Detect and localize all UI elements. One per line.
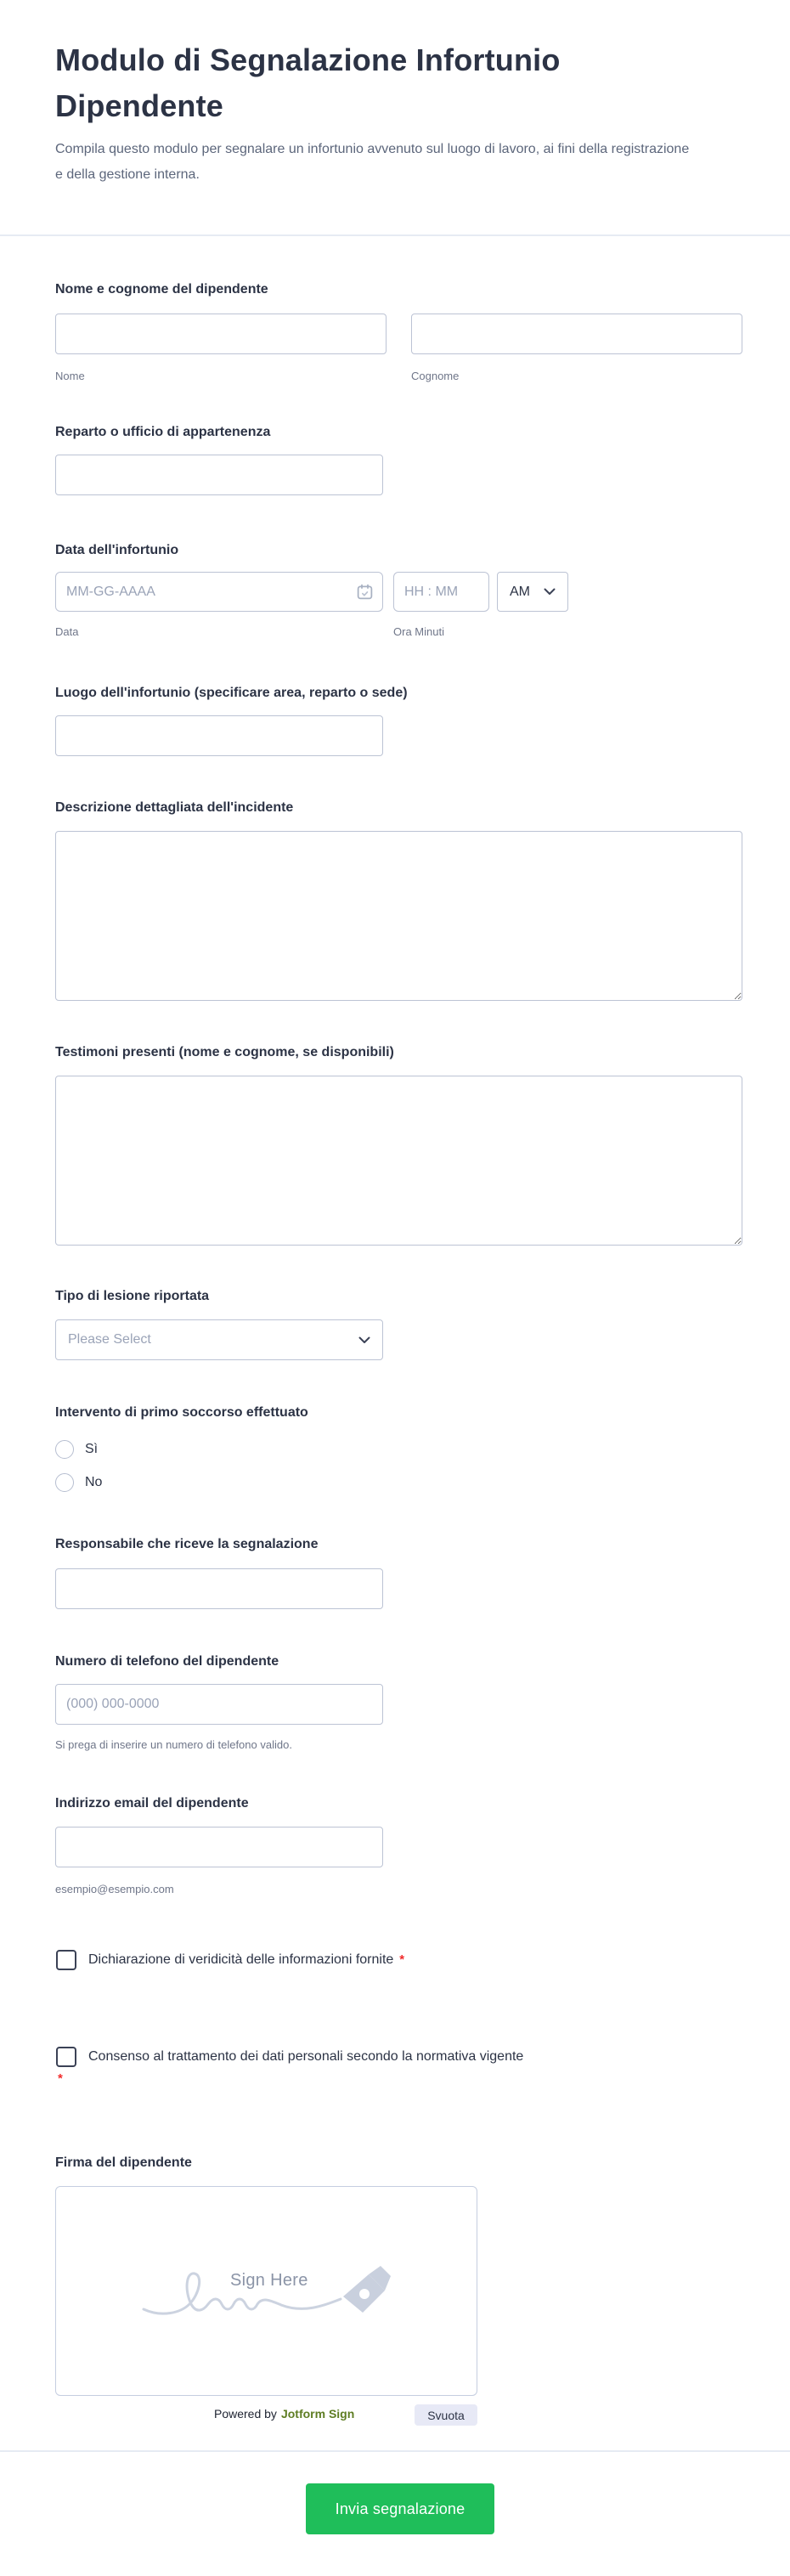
page-subtitle: Compila questo modulo per segnalare un infortunio avvenuto sul luogo di lavoro, ai fini della registrazione e della gestione interna. (55, 142, 690, 182)
last-name-sublabel: Cognome (411, 370, 460, 382)
required-asterisk: * (399, 1952, 405, 1967)
checkbox-icon[interactable] (56, 2047, 76, 2067)
truth-checkbox-label (88, 1950, 404, 1970)
injury-type-placeholder: Please Select (68, 1332, 151, 1347)
checkbox-icon[interactable] (56, 1950, 76, 1970)
date-input[interactable] (55, 572, 383, 612)
radio-label: No (85, 1475, 103, 1489)
injury-type-field-label: Tipo di lesione riportata (55, 1289, 210, 1303)
consent-checkbox-label: Consenso al trattamento dei dati personali secondo la normativa vigente (88, 2049, 524, 2064)
email-hint: esempio@esempio.com (55, 1883, 174, 1895)
jotform-sign-brand: Jotform Sign (280, 2407, 355, 2421)
first-name-sublabel: Nome (55, 370, 85, 382)
sign-here-text: Sign Here (230, 2271, 308, 2290)
header-divider (0, 234, 790, 236)
first-aid-field-label: Intervento di primo soccorso effettuato (55, 1405, 308, 1420)
name-field-label: Nome e cognome del dipendente (55, 282, 268, 297)
last-name-input[interactable] (411, 314, 742, 354)
time-sublabel: Ora Minuti (393, 625, 444, 638)
phone-input[interactable] (55, 1684, 383, 1725)
witnesses-field-label: Testimoni presenti (nome e cognome, se disponibili) (55, 1045, 394, 1059)
phone-hint: Si prega di inserire un numero di telefono valido. (55, 1738, 292, 1751)
truth-checkbox-row[interactable] (56, 1950, 736, 1970)
consent-checkbox-row[interactable] (56, 2047, 753, 2067)
phone-field-label: Numero di telefono del dipendente (55, 1654, 279, 1669)
description-textarea[interactable] (55, 831, 742, 1001)
signature-pad[interactable] (55, 2186, 477, 2396)
radio-icon[interactable] (55, 1440, 74, 1459)
date-sublabel: Data (55, 625, 79, 638)
chevron-down-icon (358, 1336, 370, 1344)
signature-squiggle-pen-icon (137, 2262, 400, 2321)
chevron-down-icon (544, 588, 556, 596)
radio-label: Sì (85, 1442, 99, 1456)
footer-divider (0, 2450, 790, 2452)
witnesses-textarea[interactable] (55, 1076, 742, 1246)
first-aid-option-yes[interactable] (55, 1440, 98, 1459)
injury-type-select[interactable] (55, 1319, 383, 1360)
powered-by-text: Powered by (214, 2407, 277, 2421)
department-field-label: Reparto o ufficio di appartenenza (55, 425, 271, 439)
email-field-label: Indirizzo email del dipendente (55, 1796, 249, 1811)
clear-signature-button[interactable]: Svuota (415, 2404, 477, 2426)
first-name-input[interactable] (55, 314, 387, 354)
first-aid-option-no[interactable] (55, 1473, 102, 1492)
calendar-icon[interactable] (356, 583, 374, 601)
powered-by-row (214, 2407, 354, 2421)
truth-checkbox-text: Dichiarazione di veridicità delle informazioni fornite (88, 1952, 394, 1967)
department-input[interactable] (55, 455, 383, 495)
submit-button[interactable]: Invia segnalazione (306, 2483, 494, 2534)
supervisor-field-label: Responsabile che riceve la segnalazione (55, 1537, 319, 1551)
description-field-label: Descrizione dettagliata dell'incidente (55, 800, 294, 815)
radio-icon[interactable] (55, 1473, 74, 1492)
time-input[interactable] (393, 572, 489, 612)
ampm-dropdown[interactable] (497, 572, 568, 612)
location-input[interactable] (55, 715, 383, 756)
signature-field-label: Firma del dipendente (55, 2155, 192, 2170)
ampm-value: AM (510, 584, 530, 599)
email-input[interactable] (55, 1827, 383, 1867)
date-field-label: Data dell'infortunio (55, 543, 179, 557)
supervisor-input[interactable] (55, 1568, 383, 1609)
required-asterisk: * (58, 2071, 63, 2086)
location-field-label: Luogo dell'infortunio (specificare area, reparto o sede) (55, 686, 408, 700)
page-title: Modulo di Segnalazione Infortunio Dipendente (55, 42, 561, 123)
